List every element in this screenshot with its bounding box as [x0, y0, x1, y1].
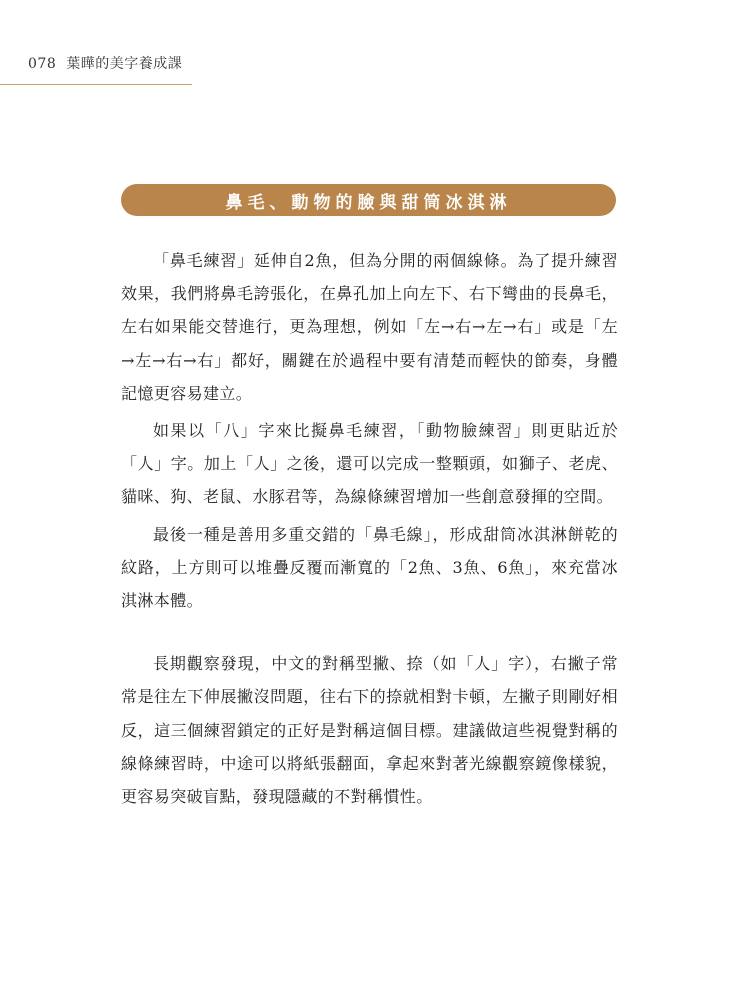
page-number: 078	[28, 56, 57, 72]
paragraph: 最後一種是善用多重交錯的「鼻毛線」，形成甜筒冰淇淋餅乾的紋路，上方則可以堆疊反覆而漸寬的「2魚、3魚、6魚」，來充當冰淇淋本體。	[121, 524, 618, 611]
body-text	[121, 244, 618, 817]
header-rule	[0, 84, 192, 85]
paragraph: 如果以「八」字來比擬鼻毛練習，「動物臉練習」則更貼近於「人」字。加上「人」之後，還可以完成一整顆頭，如獅子、老虎、貓咪、狗、老鼠、水豚君等，為線條練習增加一些創意發揮的空間。	[121, 421, 618, 507]
section-title-banner	[121, 184, 616, 216]
paragraph: 長期觀察發現，中文的對稱型撇、捺（如「人」字），右撇子常常是往左下伸展撇沒問題，往右下的捺就相對卡頓，左撇子則剛好相反，這三個練習鎖定的正好是對稱這個目標。建議做這些視覺對稱的線條練習時，中途可以將紙張翻面，拿起來對著光線觀察鏡像樣貌，更容易突破盲點，發現隱藏的不對稱慣性。	[121, 654, 618, 807]
book-title: 葉曄的美字養成課	[66, 56, 183, 72]
paragraph: 「鼻毛練習」延伸自2魚，但為分開的兩個線條。為了提升練習效果，我們將鼻毛誇張化，在鼻孔加上向左下、右下彎曲的長鼻毛，左右如果能交替進行，更為理想，例如「左→右→左→右」或是「左→左→右→右」都好，關鍵在於過程中要有清楚而輕快的節奏，身體記憶更容易建立。	[121, 251, 618, 403]
running-header	[28, 53, 182, 73]
section-title: 鼻毛、動物的臉與甜筒冰淇淋	[225, 192, 512, 213]
